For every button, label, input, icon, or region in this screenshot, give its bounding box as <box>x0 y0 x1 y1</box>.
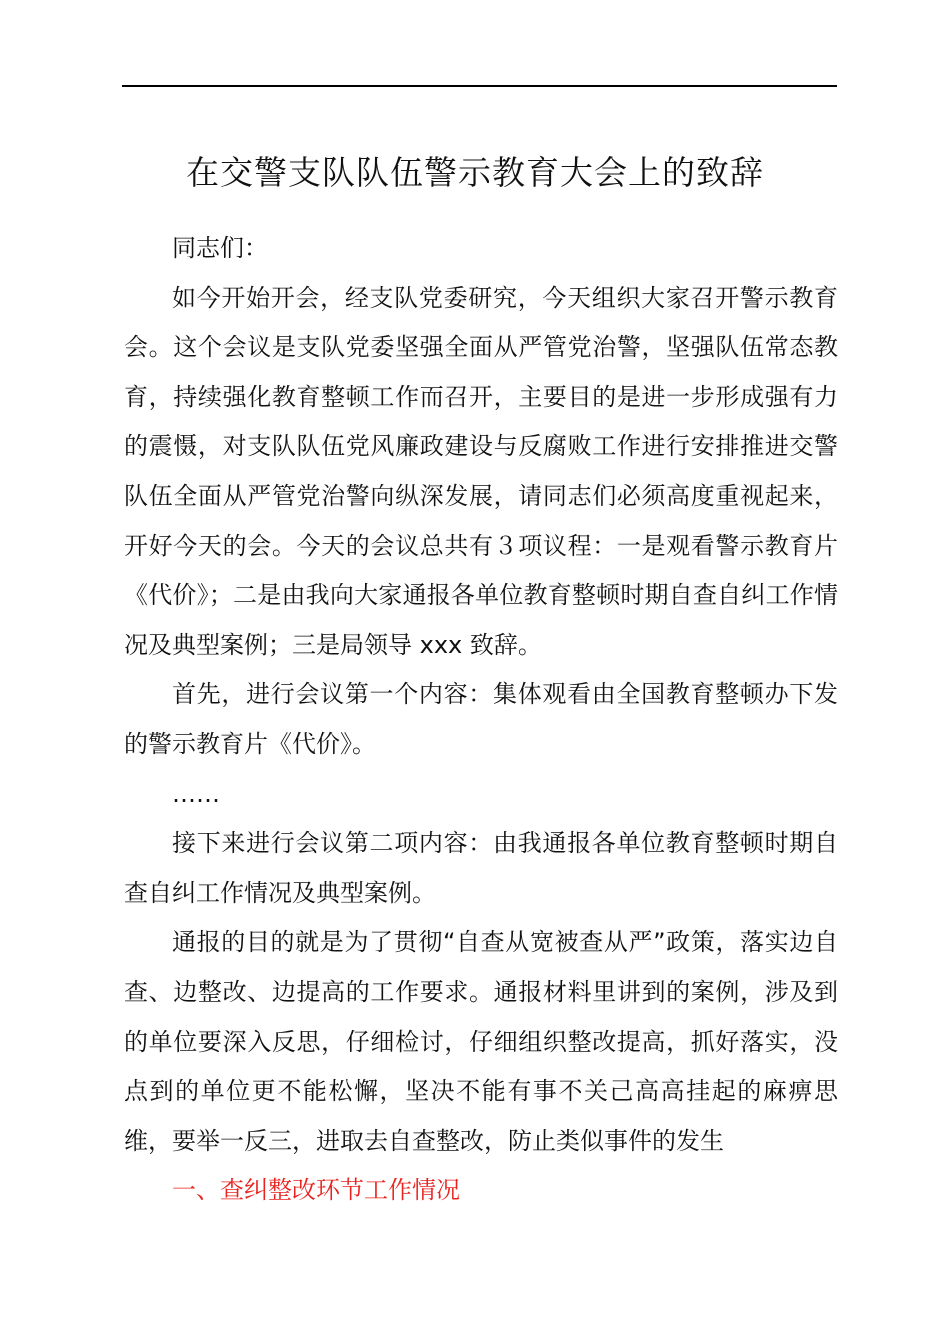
document-title: 在交警支队队伍警示教育大会上的致辞 <box>186 153 764 192</box>
paragraph-first-item: 首先，进行会议第一个内容：集体观看由全国教育整顿办下发的警示教育片《代价》。 <box>124 680 838 758</box>
header-rule <box>122 85 837 87</box>
paragraph-second-item: 接下来进行会议第二项内容：由我通报各单位教育整顿时期自查自纠工作情况及典型案例。 <box>124 829 838 907</box>
section-heading: 一、查纠整改环节工作情况 <box>172 1176 460 1205</box>
document-body <box>124 224 838 1216</box>
paragraph-ellipsis: …… <box>172 779 220 808</box>
paragraph-opening: 如今开始开会，经支队党委研究，今天组织大家召开警示教育会。这个会议是支队党委坚强全面从严管党治警，坚强队伍常态教育，持续强化教育整顿工作而召开，主要目的是进一步形成强有力的震慑，对支队队伍党风廉政建设与反腐败工作进行安排推进交警队伍全面从严管党治警向纵深发展，请同志们必须高度重视起来，开好今天的会。今天的会议总共有３项议程：一是观看警示教育片《代价》；二是由我向大家通报各单位教育整顿时期自查自纠工作情况及典型案例；三是局领导 xxx 致辞。 <box>124 283 838 659</box>
salutation: 同志们： <box>172 234 268 262</box>
paragraph-report-purpose: 通报的目的就是为了贯彻“自查从宽被查从严”政策，落实边自查、边整改、边提高的工作要求。通报材料里讲到的案例，涉及到的单位要深入反思，仔细检讨，仔细组织整改提高，抓好落实，没点到的单位更不能松懈，坚决不能有事不关己高高挂起的麻痹思维，要举一反三，进取去自查整改，防止类似事件的发生 <box>124 928 838 1155</box>
